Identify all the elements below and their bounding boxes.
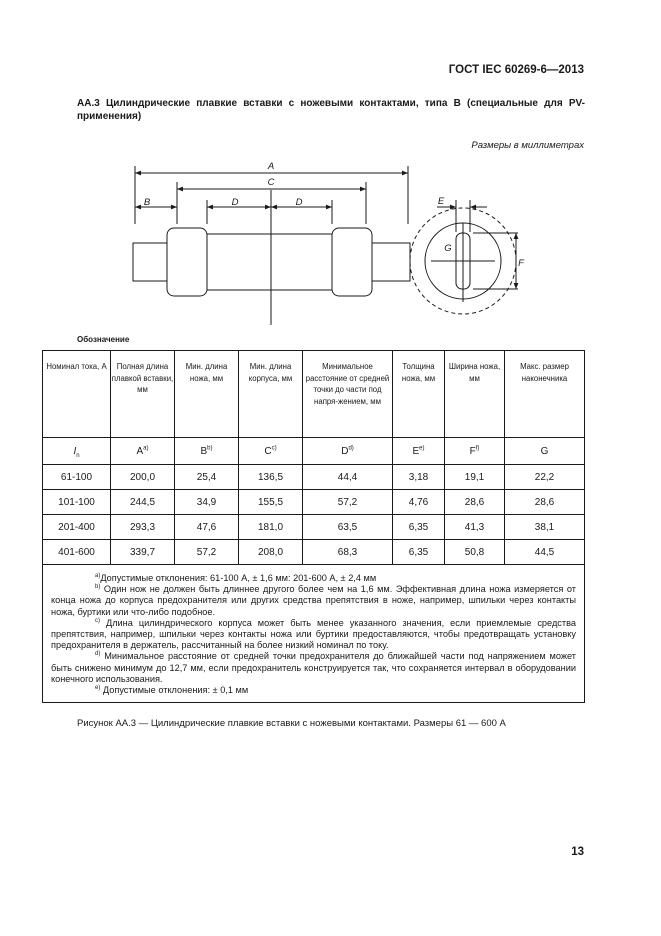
dimensions-table xyxy=(42,350,585,703)
table-cell: 339,7 xyxy=(111,540,175,565)
table-cell: 34,9 xyxy=(175,490,239,515)
table-cell: 41,3 xyxy=(445,515,505,540)
standard-designation: ГОСТ IEC 60269-6—2013 xyxy=(448,64,584,76)
table-cell: 47,6 xyxy=(175,515,239,540)
dim-label-b: B xyxy=(143,197,151,208)
page-number: 13 xyxy=(571,846,584,858)
table-symbol-row xyxy=(43,438,585,465)
table-cell: 401-600 xyxy=(43,540,111,565)
header-overall-length: Полная длина плавкой вставки, мм xyxy=(111,351,175,438)
table-notes-row xyxy=(43,565,585,703)
header-blade-thickness: Толщина ножа, мм xyxy=(393,351,445,438)
table-cell: 28,6 xyxy=(505,490,585,515)
table-cell: 68,3 xyxy=(303,540,393,565)
dim-label-d-right: D xyxy=(295,197,303,208)
table-row xyxy=(43,490,585,515)
symbol-cell: G xyxy=(505,438,585,465)
table-cell: 63,5 xyxy=(303,515,393,540)
table-cell: 28,6 xyxy=(445,490,505,515)
symbol-cell: $B^{b)}$ xyxy=(175,438,239,465)
table-cell: 208,0 xyxy=(239,540,303,565)
table-cell: 4,76 xyxy=(393,490,445,515)
table-cell: 136,5 xyxy=(239,465,303,490)
units-note: Размеры в миллиметрах xyxy=(471,140,584,151)
table-cell: 61-100 xyxy=(43,465,111,490)
dim-label-a: A xyxy=(267,161,275,172)
dim-label-d-left: D xyxy=(231,197,239,208)
table-cell: 3,18 xyxy=(393,465,445,490)
table-row xyxy=(43,515,585,540)
dim-label-f: F xyxy=(518,258,524,269)
table-row xyxy=(43,465,585,490)
symbol-cell: $F^{f)}$ xyxy=(445,438,505,465)
table-notes xyxy=(43,565,585,703)
table-cell: 57,2 xyxy=(175,540,239,565)
right-blade xyxy=(366,243,410,281)
table-cell: 19,1 xyxy=(445,465,505,490)
symbol-cell: $E^{e)}$ xyxy=(393,438,445,465)
section-title: Цилиндрические плавкие вставки с ножевыми контактами, типа B (специальные для PV-применения) xyxy=(77,98,585,122)
table-cell: 181,0 xyxy=(239,515,303,540)
dim-label-e: E xyxy=(437,196,445,207)
table-cell: 57,2 xyxy=(303,490,393,515)
dim-label-c: C xyxy=(267,177,275,188)
note-d: $^{d)}$ Минимальное расстояние от средней точки предохранителя до ближайшей части под напряжением может быть снижено минимум до 12,7 мм, если предохранитель конструируется так, что сохраняется интервал в оборудовании конечного использования. xyxy=(51,651,577,684)
fuse-drawing xyxy=(125,160,525,325)
right-ferrule xyxy=(332,228,372,296)
table-cell: 293,3 xyxy=(111,515,175,540)
table-cell: 201-400 xyxy=(43,515,111,540)
note-c: $^{c)}$ Длина цилиндрического корпуса может быть менее указанного значения, если приемлемые средства препятствия, например, шпильки через контакты ножа или буртики предоставляются, чтобы предотвращать установку предохранителя в держатель, рассчитанный на более низкий номинал по току. xyxy=(51,617,576,651)
figure-caption: Рисунок АА.3 — Цилиндрические плавкие вставки с ножевыми контактами. Размеры 61 — 600 А xyxy=(77,718,506,729)
note-b: $^{b)}$ Один нож не должен быть длиннее другого более чем на 1,6 мм. Эффективная длина ножа измеряется от конца ножа до корпуса предохранителя или других средства препятствия в ноже, например, шпильки через контакты ножа, буртики или что-либо подобное. xyxy=(51,584,577,617)
header-min-blade-length: Мин. длина ножа, мм xyxy=(175,351,239,438)
table-cell: 44,5 xyxy=(505,540,585,565)
header-min-body-length: Мин. длина корпуса, мм xyxy=(239,351,303,438)
section-number: АА.3 xyxy=(77,98,100,109)
symbol-cell: $I_n$ xyxy=(43,438,111,465)
note-e: $^{e)}$ Допустимые отклонения: ± 0,1 мм xyxy=(95,684,249,696)
header-min-distance: Минимальное расстояние от средней точки до части под напря-жением, мм xyxy=(303,351,393,438)
header-blade-width: Ширина ножа, мм xyxy=(445,351,505,438)
table-cell: 6,35 xyxy=(393,515,445,540)
side-view xyxy=(133,166,410,325)
table-cell: 6,35 xyxy=(393,540,445,565)
header-max-tip-size: Макс. размер наконечника xyxy=(505,351,585,438)
header-rated-current: Номинал тока, А xyxy=(43,351,111,438)
symbol-cell: $A^{a)}$ xyxy=(111,438,175,465)
symbol-cell: $D^{d)}$ xyxy=(303,438,393,465)
legend-title: Обозначение xyxy=(77,335,130,344)
table-cell: 101-100 xyxy=(43,490,111,515)
table-header-row xyxy=(43,351,585,438)
note-a: $^{a)}$Допустимые отклонения: 61-100 А, ± 1,6 мм: 201-600 А, ± 2,4 мм xyxy=(95,572,377,583)
table-cell: 38,1 xyxy=(505,515,585,540)
table-cell: 22,2 xyxy=(505,465,585,490)
end-view xyxy=(410,200,518,314)
table-cell: 244,5 xyxy=(111,490,175,515)
table-row xyxy=(43,540,585,565)
symbol-cell: $C^{c)}$ xyxy=(239,438,303,465)
table-cell: 155,5 xyxy=(239,490,303,515)
dim-label-g: G xyxy=(444,243,452,254)
table-cell: 44,4 xyxy=(303,465,393,490)
section-heading xyxy=(77,98,585,123)
table-cell: 200,0 xyxy=(111,465,175,490)
left-ferrule xyxy=(167,228,207,296)
table-cell: 50,8 xyxy=(445,540,505,565)
table-cell: 25,4 xyxy=(175,465,239,490)
